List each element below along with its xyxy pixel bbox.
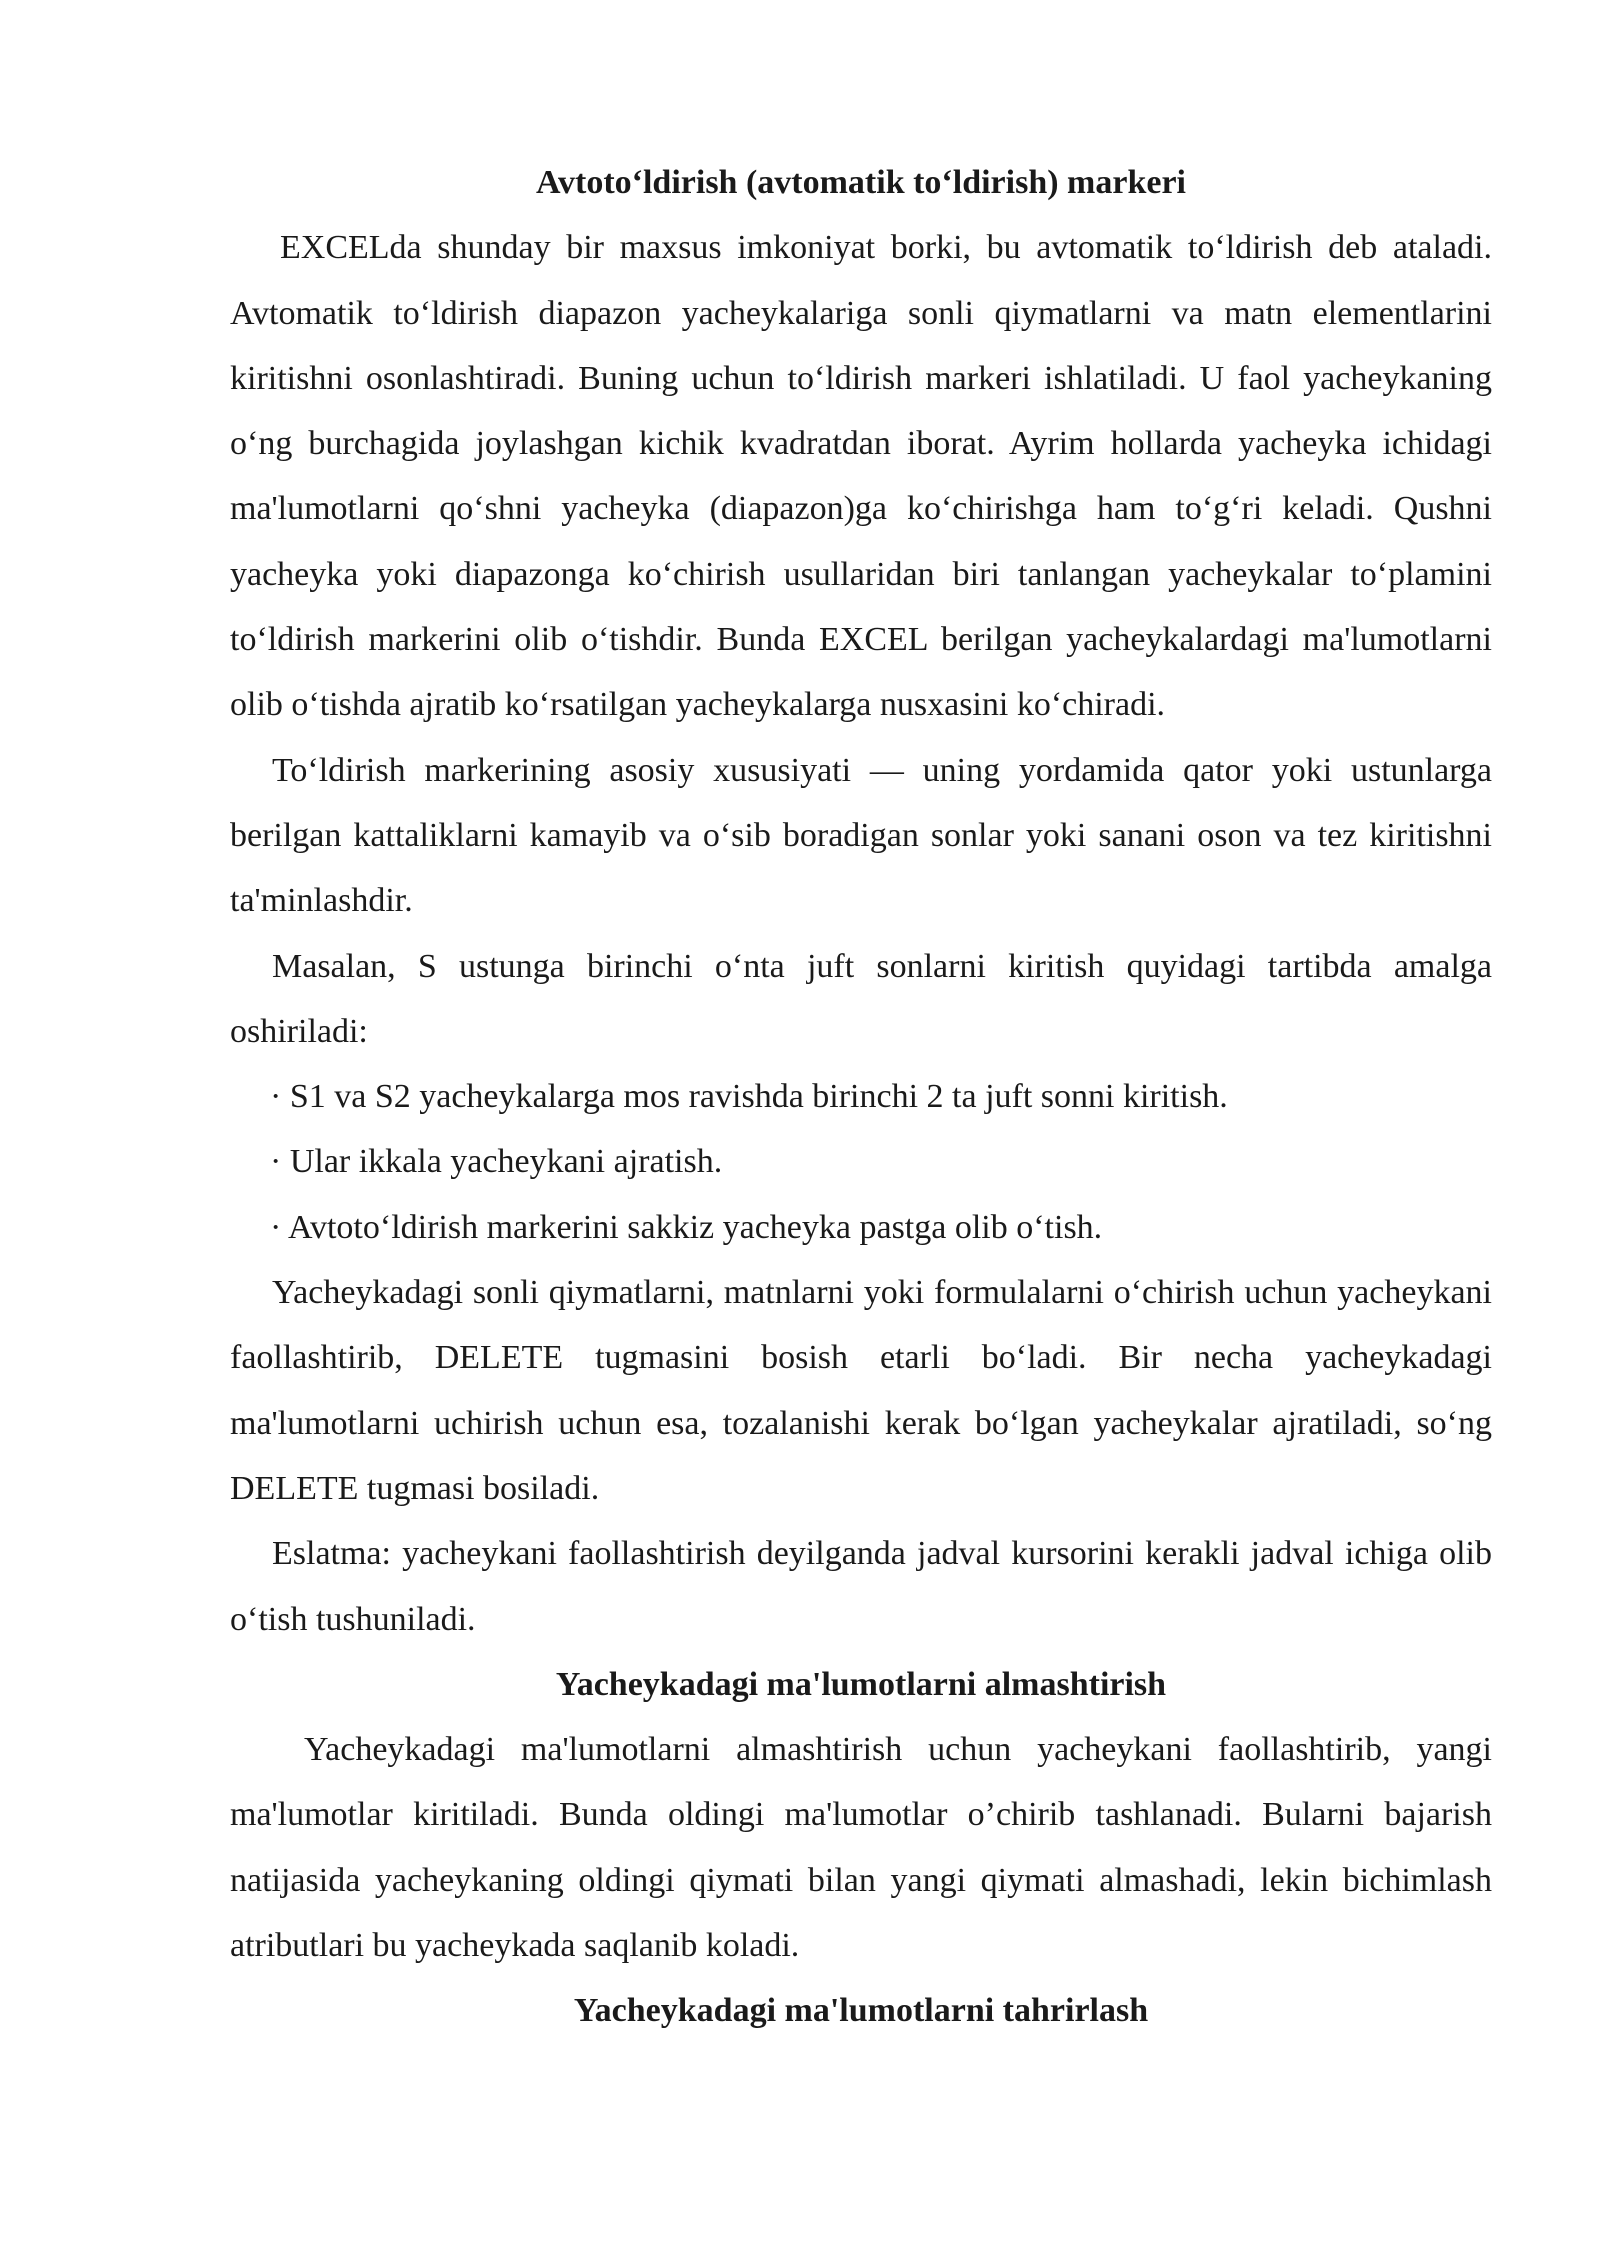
section-heading-autofill: Avtoto‘ldirish (avtomatik to‘ldirish) markeri bbox=[535, 164, 1187, 201]
paragraph-replace: Yacheykadagi ma'lumotlarni almashtirish uchun yacheykani faollashtirib, yangi ma'lumotlar kiritiladi. Bunda oldingi ma'lumotlar o’chirib tashlanadi. Bularni bajarish natijasida yacheykaning oldingi qiymati bilan yangi qiymati almashadi, lekin bichimlash atributlari bu yacheykada saqlanib koladi. bbox=[230, 1731, 1492, 1965]
list-item: · S1 va S2 yacheykalarga mos ravishda birinchi 2 ta juft sonni kiritish. bbox=[270, 1078, 1228, 1116]
document-page bbox=[230, 150, 1492, 2044]
paragraph-delete: Yacheykadagi sonli qiymatlarni, matnlarni yoki formulalarni o‘chirish uchun yacheykani faollashtirib, DELETE tugmasini bosish etarli bo‘ladi. Bir necha yacheykadagi ma'lumotlarni uchirish uchun esa, tozalanishi kerak bo‘lgan yacheykalar ajratiladi, so‘ng DELETE tugmasi bosiladi. bbox=[230, 1274, 1492, 1507]
paragraph-note: Eslatma: yacheykani faollashtirish deyilganda jadval kursorini kerakli jadval ichiga olib o‘tish tushuniladi. bbox=[230, 1535, 1492, 1638]
section-heading-replace: Yacheykadagi ma'lumotlarni almashtirish bbox=[555, 1665, 1167, 1703]
list-item: · Ular ikkala yacheykani ajratish. bbox=[270, 1143, 723, 1181]
paragraph-fill-marker-feature: To‘ldirish markerining asosiy xususiyati — uning yordamida qator yoki ustunlarga berilgan kattaliklarni kamayib va o‘sib boradigan sonlar yoki sanani oson va tez kiritishni ta'minlashdir. bbox=[230, 751, 1492, 920]
section-heading-edit: Yacheykadagi ma'lumotlarni tahrirlash bbox=[573, 1992, 1149, 2030]
paragraph-example: Masalan, S ustunga birinchi o‘nta juft sonlarni kiritish quyidagi tartibda amalga oshiriladi: bbox=[230, 947, 1492, 1050]
list-item: · Avtoto‘ldirish markerini sakkiz yacheyka pastga olib o‘tish. bbox=[270, 1208, 1103, 1246]
paragraph-autofill-intro: EXCELda shunday bir maxsus imkoniyat borki, bu avtomatik to‘ldirish deb ataladi. Avtomatik to‘ldirish diapazon yacheykalariga sonli qiymatlarni va matn elementlarini kiritishni osonlashtiradi. Buning uchun to‘ldirish markeri ishlatiladi. U faol yacheykaning o‘ng burchagida joylashgan kichik kvadratdan iborat. Ayrim hollarda yacheyka ichidagi ma'lumotlarni qo‘shni yacheyka (diapazon)ga ko‘chirishga ham to‘g‘ri keladi. Qushni yacheyka yoki diapazonga ko‘chirish usullaridan biri tanlangan yacheykalar to‘plamini to‘ldirish markerini olib o‘tishdir. Bunda EXCEL berilgan yacheykalardagi ma'lumotlarni olib o‘tishda ajratib ko‘rsatilgan yacheykalarga nusxasini ko‘chiradi. bbox=[230, 229, 1492, 724]
